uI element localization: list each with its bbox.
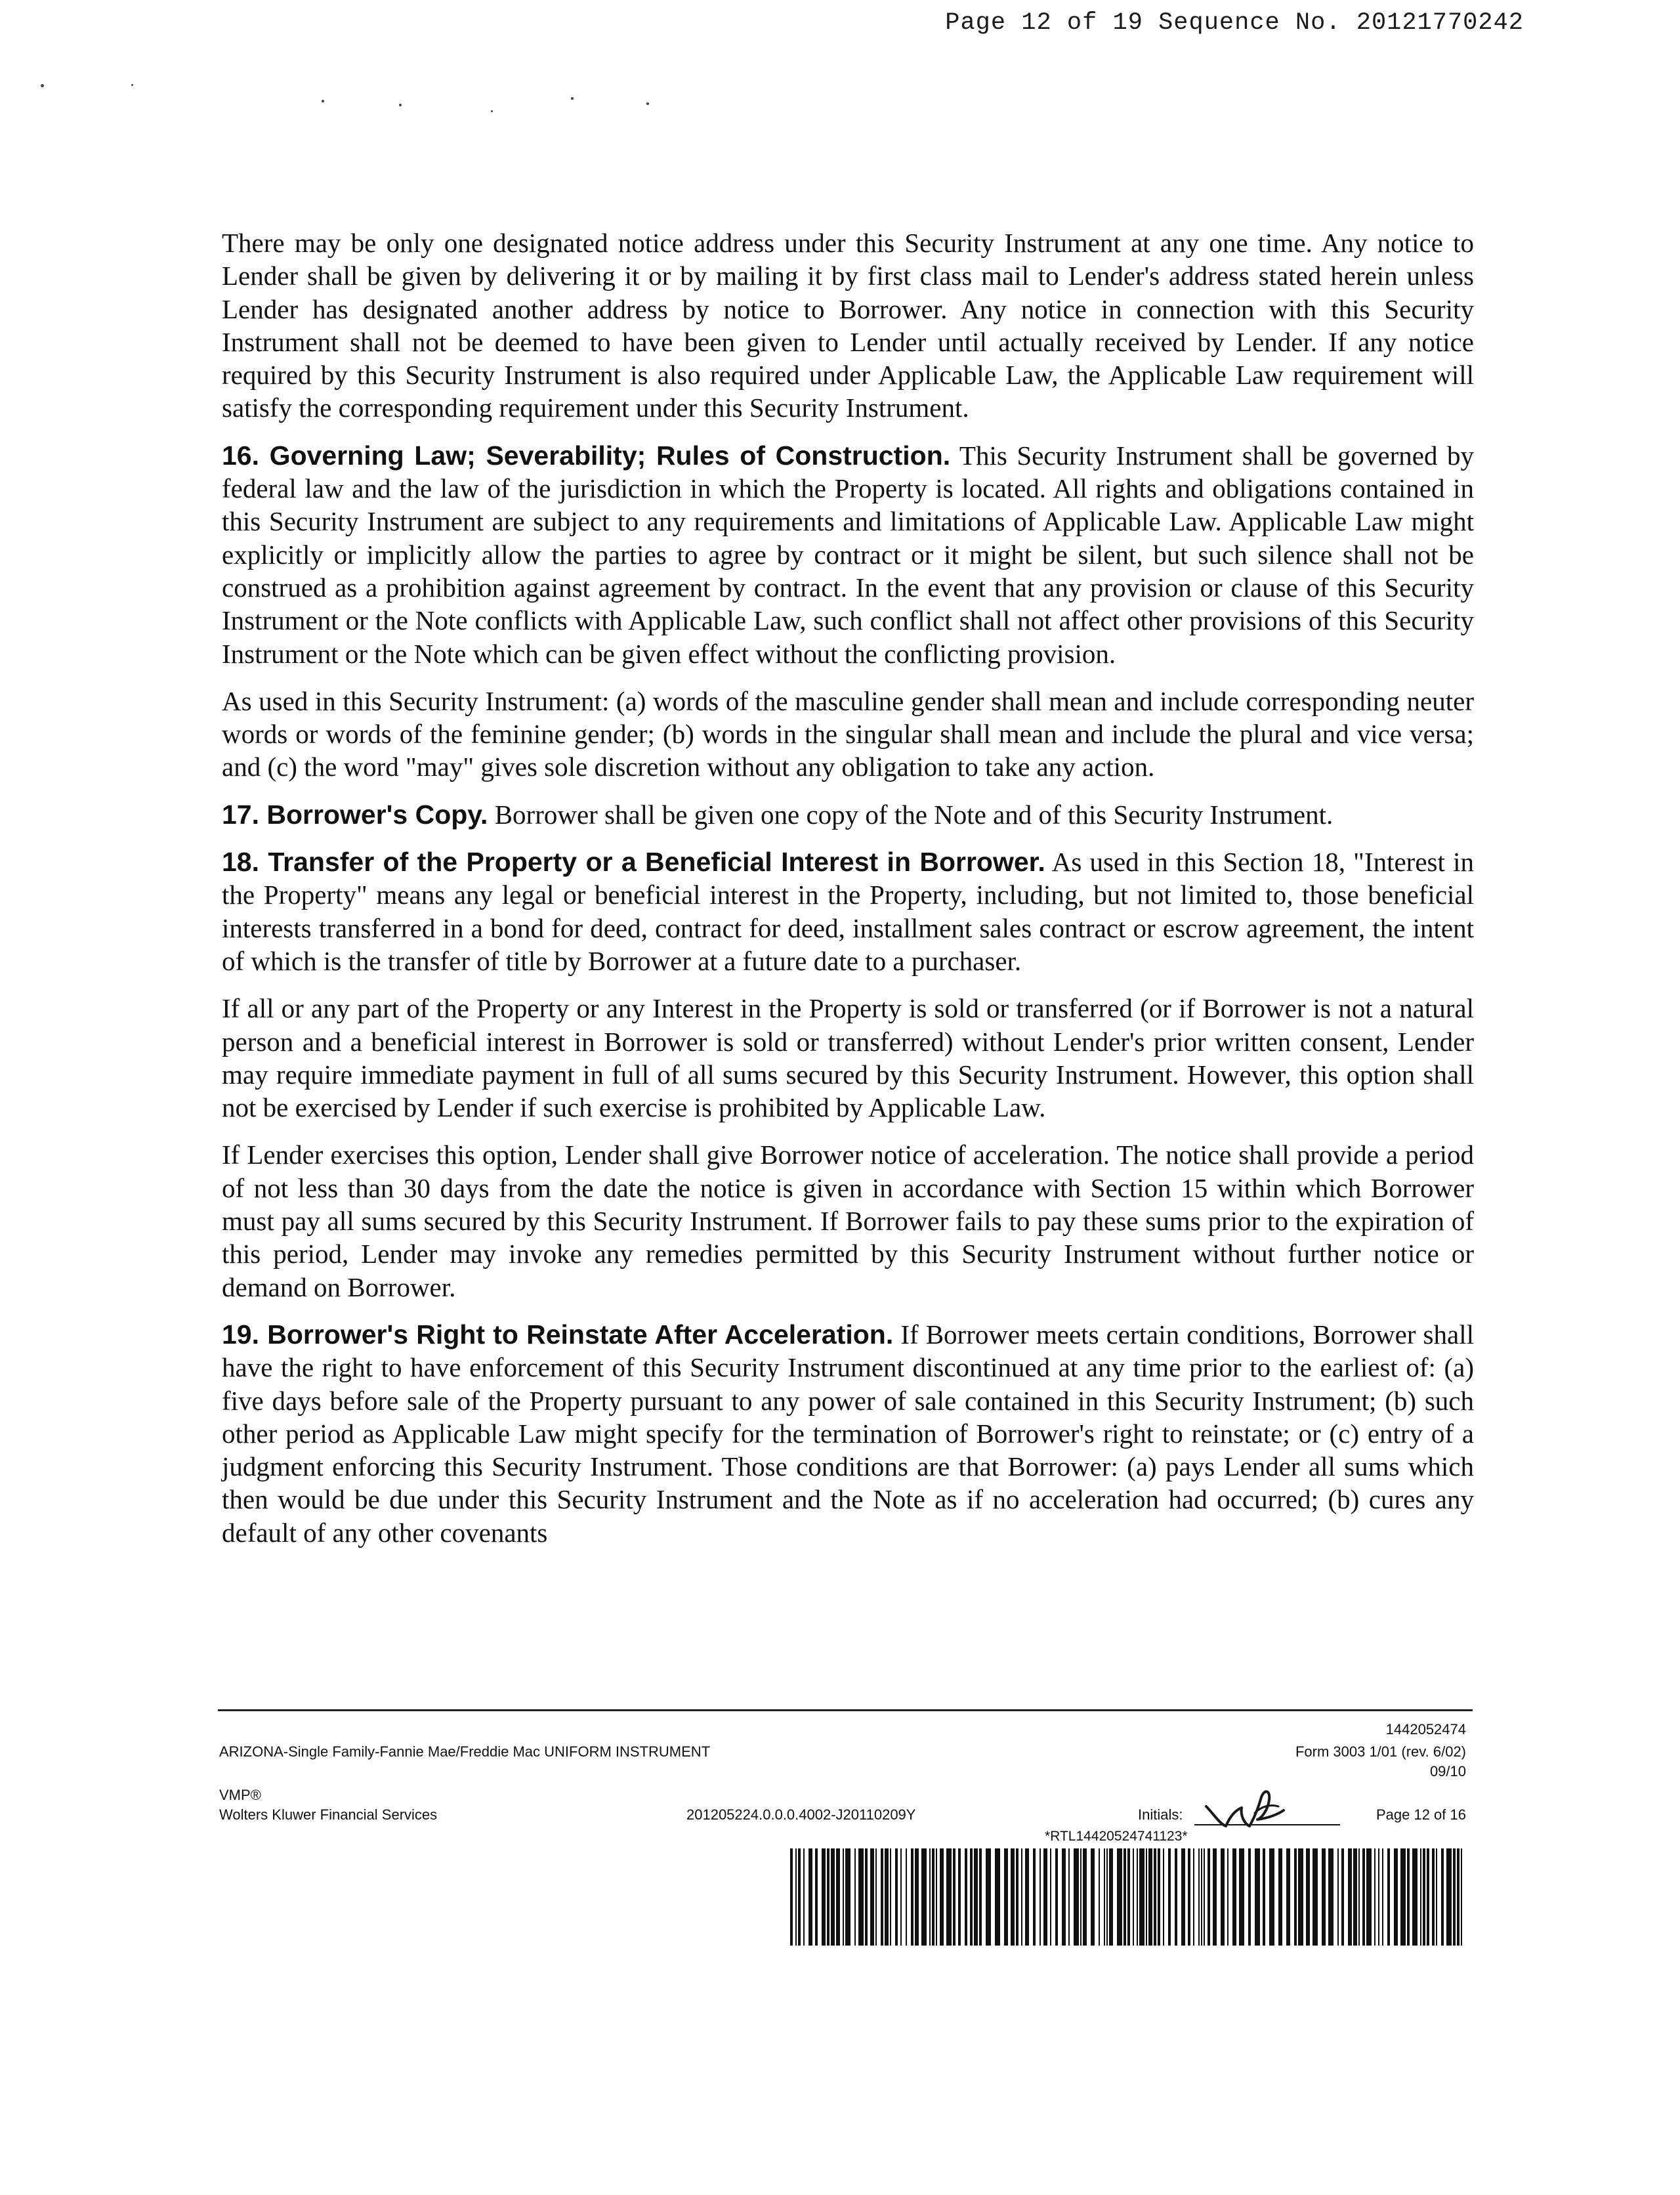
section-16-heading: 16. Governing Law; Severability; Rules of Construction. <box>222 440 951 471</box>
document-body <box>222 226 1474 1549</box>
section-17 <box>222 798 1474 831</box>
notice-address-paragraph: There may be only one designated notice address under this Security Instrument at any one time. Any notice to Lender shall be given by delivering it or by mailing it by first class mail to Lender's address stated herein unless Lender has designated another address by notice to Borrower. Any notice in connection with this Security Instrument shall not be deemed to have been given to Lender until actually received by Lender. If any notice required by this Security Instrument is also required under Applicable Law, the Applicable Law requirement will satisfy the corresponding requirement under this Security Instrument. <box>222 228 1474 423</box>
footer-page-number: Page 12 of 16 <box>1376 1806 1466 1823</box>
section-17-text: Borrower shall be given one copy of the Note and of this Security Instrument. <box>488 799 1334 830</box>
section-16 <box>222 439 1474 670</box>
page-sequence-header: Page 12 of 19 Sequence No. 20121770242 <box>945 9 1524 37</box>
section-18-heading: 18. Transfer of the Property or a Beneficial Interest in Borrower. <box>222 847 1045 878</box>
loan-number: 1442052474 <box>1385 1721 1466 1737</box>
section-18 <box>222 845 1474 977</box>
form-date: 09/10 <box>1429 1763 1466 1779</box>
footer-divider <box>218 1709 1473 1711</box>
vmp-label: VMP® <box>219 1787 261 1803</box>
section-18-paragraph-2: If all or any part of the Property or any Interest in the Property is sold or transferred (or if Borrower is not a natural person and a beneficial interest in Borrower is sold or transferred) without Lender's prior written consent, Lender may require immediate payment in full of all sums secured by this Security Instrument. However, this option shall not be exercised by Lender if such exercise is prohibited by Applicable Law. <box>222 993 1474 1123</box>
section-18-paragraph-3: If Lender exercises this option, Lender shall give Borrower notice of acceleration. The notice shall provide a period of not less than 30 days from the date the notice is given in accordance with Section 15 within which Borrower must pay all sums secured by this Security Instrument. If Borrower fails to pay these sums prior to the expiration of this period, Lender may invoke any remedies permitted by this Security Instrument without further notice or demand on Borrower. <box>222 1140 1474 1302</box>
section-19 <box>222 1318 1474 1549</box>
initials-label: Initials: <box>1138 1806 1183 1823</box>
form-number: Form 3003 1/01 (rev. 6/02) <box>1295 1743 1466 1760</box>
section-16-paragraph-2: As used in this Security Instrument: (a) words of the masculine gender shall mean and include corresponding neuter words or words of the feminine gender; (b) words in the singular shall mean and include the plural and vice versa; and (c) the word "may" gives sole discretion without any obligation to take any action. <box>222 685 1474 782</box>
initials-signature-icon <box>1201 1784 1293 1830</box>
company-name: Wolters Kluwer Financial Services <box>219 1806 438 1823</box>
section-19-heading: 19. Borrower's Right to Reinstate After Acceleration. <box>222 1319 894 1350</box>
section-16-text: This Security Instrument shall be governed by federal law and the law of the jurisdiction in which the Property is located. All rights and obligations contained in this Security Instrument are subject to any requirements and limitations of Applicable Law. Applicable Law might explicitly or implicitly allow the parties to agree by contract or it might be silent, but such silence shall not be construed as a prohibition against agreement by contract. In the event that any provision or clause of this Security Instrument or the Note conflicts with Applicable Law, such conflict shall not affect other provisions of this Security Instrument or the Note which can be given effect without the conflicting provision. <box>222 440 1474 669</box>
section-17-heading: 17. Borrower's Copy. <box>222 799 488 830</box>
barcode-text: *RTL14420524741123* <box>1045 1829 1188 1844</box>
barcode <box>790 1848 1462 1946</box>
scan-specks <box>0 0 722 131</box>
document-code: 201205224.0.0.0.4002-J20110209Y <box>686 1806 916 1823</box>
section-18-text: As used in this Section 18, "Interest in the Property" means any legal or beneficial interest in the Property, including, but not limited to, those beneficial interests transferred in a bond for deed, contract for deed, installment sales contract or escrow agreement, the intent of which is the transfer of title by Borrower at a future date to a purchaser. <box>222 847 1474 976</box>
instrument-title: ARIZONA-Single Family-Fannie Mae/Freddie Mac UNIFORM INSTRUMENT <box>219 1743 711 1760</box>
section-19-text: If Borrower meets certain conditions, Borrower shall have the right to have enforcement of this Security Instrument discontinued at any time prior to the earliest of: (a) five days before sale of the Property pursuant to any power of sale contained in this Security Instrument; (b) such other period as Applicable Law might specify for the termination of Borrower's right to reinstate; or (c) entry of a judgment enforcing this Security Instrument. Those conditions are that Borrower: (a) pays Lender all sums which then would be due under this Security Instrument and the Note as if no acceleration had occurred; (b) cures any default of any other covenants <box>222 1319 1474 1548</box>
